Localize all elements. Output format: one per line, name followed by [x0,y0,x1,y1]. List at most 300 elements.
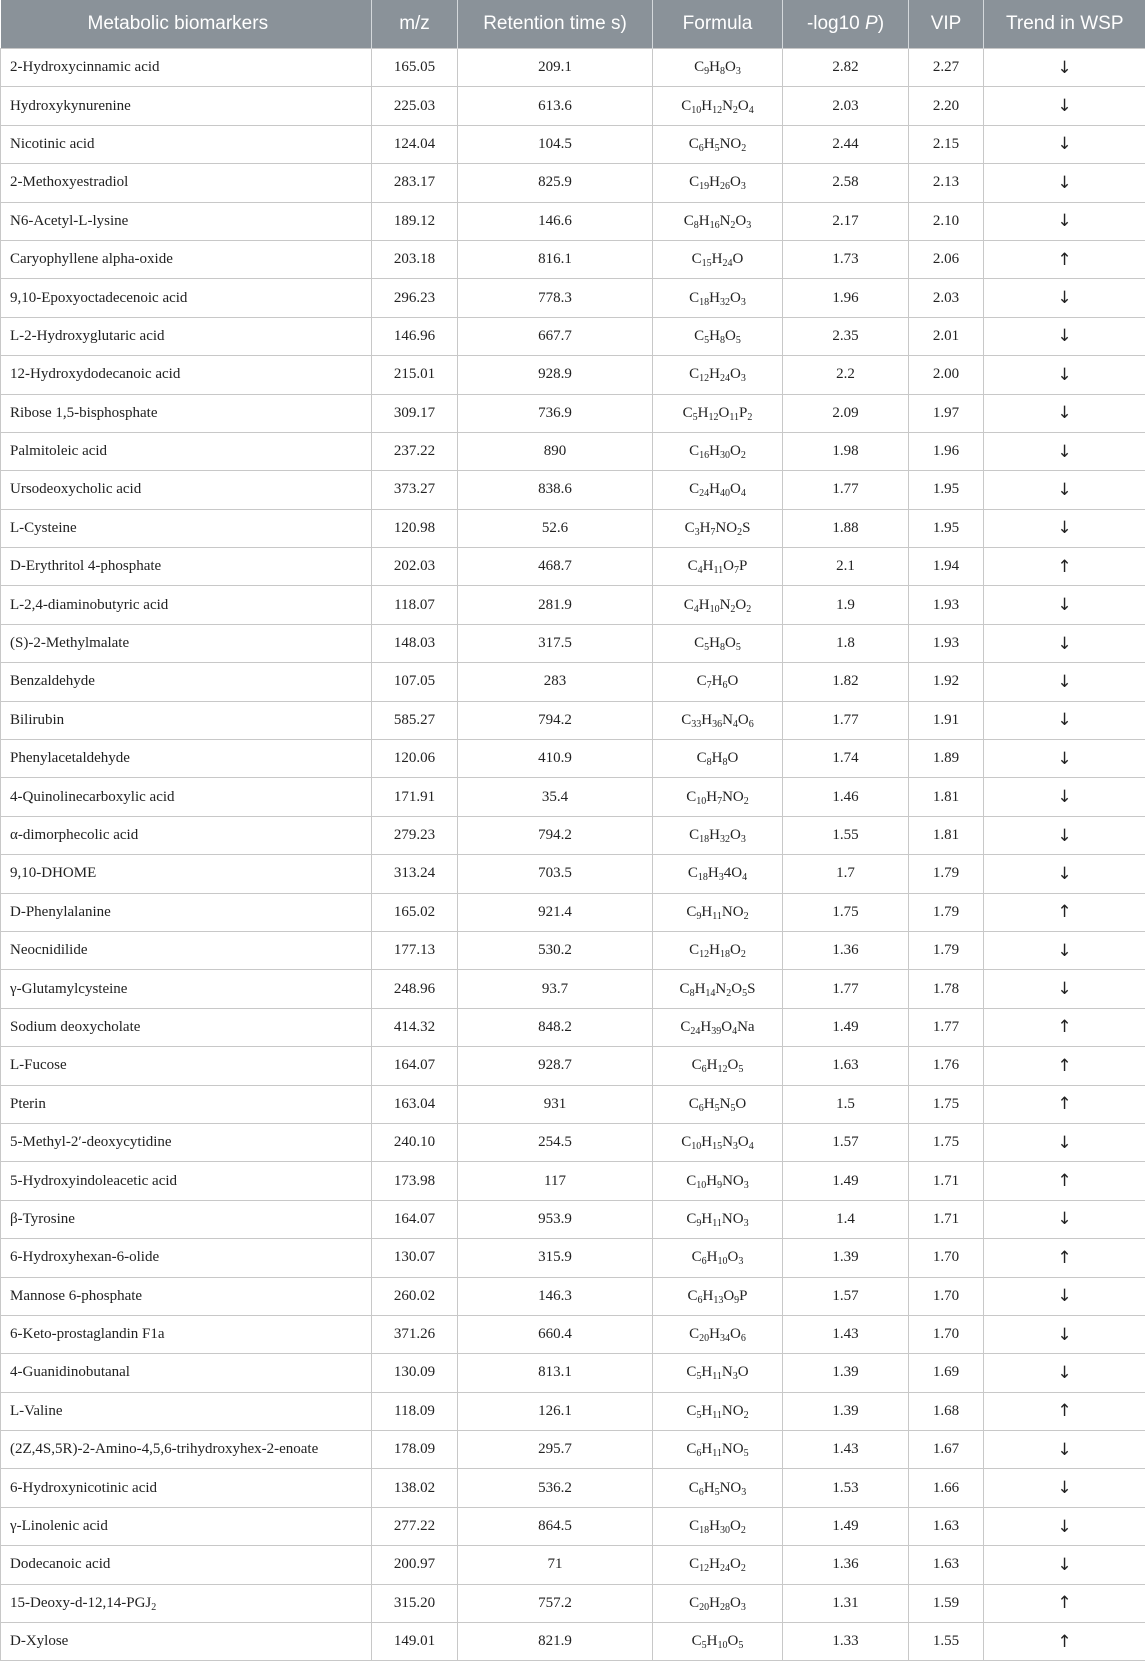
cell-formula: $C_{24}H_{39}O_4Na$ [653,1008,783,1046]
cell-formula: $C_{16}H_{30}O_2$ [653,432,783,470]
col-header-formula: Formula [653,0,783,49]
cell-log10p: 1.33 [783,1623,909,1661]
cell-formula: $C_4H_{11}O_7P$ [653,548,783,586]
cell-retention-time: 283 [458,663,653,701]
cell-log10p: 1.43 [783,1431,909,1469]
cell-metabolite-name: 4-Quinolinecarboxylic acid [1,778,372,816]
cell-mz: 177.13 [372,931,458,969]
cell-retention-time: 315.9 [458,1239,653,1277]
table-row [1,1200,1145,1238]
cell-vip: 2.03 [909,279,984,317]
cell-vip: 1.93 [909,586,984,624]
cell-vip: 2.20 [909,87,984,125]
cell-formula: $C_6H_{10}O_3$ [653,1239,783,1277]
cell-formula: $C_{20}H_{34}O_6$ [653,1315,783,1353]
col-header-retention-time: Retention time s) [458,0,653,49]
cell-retention-time: 953.9 [458,1200,653,1238]
table-row [1,87,1145,125]
cell-metabolite-name: (S)-2-Methylmalate [1,624,372,662]
cell-vip: 1.79 [909,893,984,931]
cell-vip: 1.70 [909,1315,984,1353]
cell-metabolite-name: 6-Keto-prostaglandin F1a [1,1315,372,1353]
cell-trend: ↑ [984,1047,1145,1085]
cell-vip: 2.10 [909,202,984,240]
cell-log10p: 1.7 [783,855,909,893]
cell-mz: 260.02 [372,1277,458,1315]
cell-metabolite-name: L-Fucose [1,1047,372,1085]
cell-vip: 1.67 [909,1431,984,1469]
cell-trend: ↓ [984,1315,1145,1353]
cell-trend: ↓ [984,509,1145,547]
cell-log10p: 2.58 [783,164,909,202]
cell-log10p: 1.74 [783,740,909,778]
table-body [1,49,1145,1661]
cell-metabolite-name: (2Z,4S,5R)-2-Amino-4,5,6-trihydroxyhex-2-enoate [1,1431,372,1469]
cell-log10p: 1.73 [783,240,909,278]
table-row [1,1085,1145,1123]
cell-metabolite-name: $15-Deoxy-d-12,14-PGJ_2$ [1,1584,372,1622]
cell-vip: 1.77 [909,1008,984,1046]
cell-mz: 171.91 [372,778,458,816]
cell-vip: 1.75 [909,1123,984,1161]
cell-metabolite-name: Ursodeoxycholic acid [1,471,372,509]
cell-formula: $C_5H_8O_5$ [653,317,783,355]
cell-log10p: 1.82 [783,663,909,701]
cell-log10p: 1.39 [783,1239,909,1277]
cell-vip: 1.63 [909,1546,984,1584]
cell-retention-time: 813.1 [458,1354,653,1392]
cell-vip: 1.79 [909,855,984,893]
table-row [1,970,1145,1008]
cell-mz: 371.26 [372,1315,458,1353]
cell-formula: $C_{10}H_9NO_3$ [653,1162,783,1200]
cell-metabolite-name: Pterin [1,1085,372,1123]
cell-metabolite-name: D-Phenylalanine [1,893,372,931]
cell-formula: $C_{12}H_{24}O_2$ [653,1546,783,1584]
col-header-vip: VIP [909,0,984,49]
cell-trend: ↑ [984,1392,1145,1430]
cell-retention-time: 410.9 [458,740,653,778]
cell-vip: 1.76 [909,1047,984,1085]
table-row [1,317,1145,355]
table-row [1,1315,1145,1353]
col-header-metabolic-biomarkers: Metabolic biomarkers [1,0,372,49]
cell-metabolite-name: 5-Hydroxyindoleacetic acid [1,1162,372,1200]
cell-mz: 120.06 [372,740,458,778]
cell-log10p: 1.8 [783,624,909,662]
cell-mz: 164.07 [372,1200,458,1238]
cell-formula: $C_{15}H_{24}O$ [653,240,783,278]
cell-formula: $C_8H_{16}N_2O_3$ [653,202,783,240]
cell-metabolite-name: Palmitoleic acid [1,432,372,470]
table-row [1,1162,1145,1200]
cell-vip: 1.59 [909,1584,984,1622]
cell-vip: 1.75 [909,1085,984,1123]
cell-formula: $C_5H_{11}N_3O$ [653,1354,783,1392]
cell-mz: 120.98 [372,509,458,547]
cell-trend: ↑ [984,548,1145,586]
cell-trend: ↓ [984,816,1145,854]
table-row [1,509,1145,547]
cell-trend: ↓ [984,471,1145,509]
cell-metabolite-name: Sodium deoxycholate [1,1008,372,1046]
table-row [1,740,1145,778]
cell-vip: 1.68 [909,1392,984,1430]
cell-retention-time: 757.2 [458,1584,653,1622]
cell-retention-time: 468.7 [458,548,653,586]
table-row [1,1584,1145,1622]
cell-retention-time: 816.1 [458,240,653,278]
table-row [1,432,1145,470]
cell-formula: $C_6H_{13}O_9P$ [653,1277,783,1315]
cell-trend: ↑ [984,1008,1145,1046]
cell-trend: ↓ [984,1354,1145,1392]
cell-formula: $C_5H_{10}O_5$ [653,1623,783,1661]
cell-mz: 118.09 [372,1392,458,1430]
cell-retention-time: 104.5 [458,125,653,163]
table-row [1,1507,1145,1545]
cell-retention-time: 52.6 [458,509,653,547]
cell-retention-time: 209.1 [458,49,653,87]
cell-mz: 237.22 [372,432,458,470]
cell-log10p: 1.49 [783,1507,909,1545]
cell-vip: 2.01 [909,317,984,355]
cell-formula: $C_6H_5N_5O$ [653,1085,783,1123]
cell-trend: ↓ [984,1200,1145,1238]
cell-trend: ↓ [984,1507,1145,1545]
table-row [1,1123,1145,1161]
cell-log10p: 2.09 [783,394,909,432]
table-row [1,1008,1145,1046]
cell-retention-time: 838.6 [458,471,653,509]
cell-mz: 165.05 [372,49,458,87]
cell-trend: ↓ [984,164,1145,202]
cell-retention-time: 613.6 [458,87,653,125]
table-row [1,816,1145,854]
cell-log10p: 1.88 [783,509,909,547]
cell-log10p: 1.57 [783,1123,909,1161]
col-header-log10p [783,0,909,49]
cell-trend: ↓ [984,740,1145,778]
cell-vip: 2.06 [909,240,984,278]
cell-metabolite-name: 12-Hydroxydodecanoic acid [1,356,372,394]
cell-metabolite-name: Neocnidilide [1,931,372,969]
cell-retention-time: 794.2 [458,701,653,739]
cell-trend: ↓ [984,586,1145,624]
cell-mz: 164.07 [372,1047,458,1085]
cell-trend: ↓ [984,87,1145,125]
cell-log10p: 1.55 [783,816,909,854]
cell-metabolite-name: Caryophyllene alpha-oxide [1,240,372,278]
cell-trend: ↑ [984,1085,1145,1123]
cell-formula: $C_{10}H_{12}N_2O_4$ [653,87,783,125]
cell-formula: $C_{20}H_{28}O_3$ [653,1584,783,1622]
cell-trend: ↓ [984,356,1145,394]
cell-formula: $C_9H_{11}NO_2$ [653,893,783,931]
cell-retention-time: 736.9 [458,394,653,432]
cell-trend: ↓ [984,125,1145,163]
cell-metabolite-name: Nicotinic acid [1,125,372,163]
cell-log10p: 1.36 [783,1546,909,1584]
cell-trend: ↓ [984,1469,1145,1507]
cell-metabolite-name: 2-Methoxyestradiol [1,164,372,202]
cell-mz: 200.97 [372,1546,458,1584]
table-row [1,1277,1145,1315]
table-row [1,548,1145,586]
cell-vip: 1.97 [909,394,984,432]
cell-metabolite-name: N6-Acetyl-L-lysine [1,202,372,240]
cell-vip: 1.81 [909,816,984,854]
cell-log10p: 1.5 [783,1085,909,1123]
cell-log10p: 1.49 [783,1162,909,1200]
table-row [1,1047,1145,1085]
cell-trend: ↑ [984,1239,1145,1277]
cell-vip: 2.00 [909,356,984,394]
cell-retention-time: 126.1 [458,1392,653,1430]
cell-trend: ↓ [984,394,1145,432]
cell-retention-time: 530.2 [458,931,653,969]
cell-log10p: 1.98 [783,432,909,470]
table-row [1,394,1145,432]
cell-mz: 146.96 [372,317,458,355]
cell-formula: $C_{10}H_7NO_2$ [653,778,783,816]
cell-trend: ↓ [984,1431,1145,1469]
cell-mz: 283.17 [372,164,458,202]
table-row [1,931,1145,969]
table-row [1,1239,1145,1277]
cell-formula: $C_8H_{14}N_2O_5S$ [653,970,783,1008]
cell-formula: $C_3H_7NO_2S$ [653,509,783,547]
cell-trend: ↓ [984,49,1145,87]
cell-mz: 215.01 [372,356,458,394]
cell-log10p: 2.2 [783,356,909,394]
cell-formula: $C_7H_6O$ [653,663,783,701]
cell-trend: ↓ [984,317,1145,355]
cell-formula: $C_{33}H_{36}N_4O_6$ [653,701,783,739]
table-row [1,49,1145,87]
cell-retention-time: 295.7 [458,1431,653,1469]
cell-metabolite-name: γ-Linolenic acid [1,1507,372,1545]
cell-metabolite-name: γ-Glutamylcysteine [1,970,372,1008]
cell-vip: 2.15 [909,125,984,163]
cell-retention-time: 703.5 [458,855,653,893]
table-row [1,701,1145,739]
cell-log10p: 1.46 [783,778,909,816]
cell-metabolite-name: Hydroxykynurenine [1,87,372,125]
cell-metabolite-name: 9,10-Epoxyoctadecenoic acid [1,279,372,317]
cell-mz: 189.12 [372,202,458,240]
cell-mz: 373.27 [372,471,458,509]
cell-mz: 309.17 [372,394,458,432]
cell-vip: 2.27 [909,49,984,87]
cell-vip: 1.96 [909,432,984,470]
table-row [1,202,1145,240]
cell-vip: 2.13 [909,164,984,202]
cell-formula: $C_4H_{10}N_2O_2$ [653,586,783,624]
cell-trend: ↓ [984,202,1145,240]
table-row [1,855,1145,893]
cell-log10p: 2.1 [783,548,909,586]
cell-vip: 1.63 [909,1507,984,1545]
cell-metabolite-name: L-2-Hydroxyglutaric acid [1,317,372,355]
cell-trend: ↓ [984,931,1145,969]
cell-vip: 1.66 [909,1469,984,1507]
cell-metabolite-name: Bilirubin [1,701,372,739]
cell-mz: 173.98 [372,1162,458,1200]
cell-retention-time: 825.9 [458,164,653,202]
cell-trend: ↓ [984,970,1145,1008]
cell-log10p: 1.96 [783,279,909,317]
cell-mz: 202.03 [372,548,458,586]
cell-mz: 149.01 [372,1623,458,1661]
cell-metabolite-name: 9,10-DHOME [1,855,372,893]
cell-retention-time: 890 [458,432,653,470]
log10p-p-symbol: P [865,13,878,34]
col-header-trend: Trend in WSP [984,0,1145,49]
cell-mz: 148.03 [372,624,458,662]
cell-retention-time: 93.7 [458,970,653,1008]
cell-log10p: 1.39 [783,1392,909,1430]
cell-log10p: 1.36 [783,931,909,969]
col-header-mz: m/z [372,0,458,49]
cell-retention-time: 660.4 [458,1315,653,1353]
cell-retention-time: 317.5 [458,624,653,662]
cell-metabolite-name: 5-Methyl-2′-deoxycytidine [1,1123,372,1161]
cell-trend: ↓ [984,624,1145,662]
cell-vip: 1.95 [909,471,984,509]
cell-mz: 277.22 [372,1507,458,1545]
cell-trend: ↓ [984,663,1145,701]
cell-formula: $C_6H_5NO_3$ [653,1469,783,1507]
log10p-suffix: ) [877,13,885,34]
cell-retention-time: 931 [458,1085,653,1123]
cell-metabolite-name: Benzaldehyde [1,663,372,701]
cell-mz: 163.04 [372,1085,458,1123]
cell-log10p: 2.82 [783,49,909,87]
cell-formula: $C_{18}H_{32}O_3$ [653,279,783,317]
cell-metabolite-name: D-Xylose [1,1623,372,1661]
cell-mz: 313.24 [372,855,458,893]
cell-retention-time: 928.9 [458,356,653,394]
cell-mz: 585.27 [372,701,458,739]
cell-mz: 296.23 [372,279,458,317]
table-row [1,471,1145,509]
cell-trend: ↓ [984,701,1145,739]
cell-metabolite-name: α-dimorphecolic acid [1,816,372,854]
cell-retention-time: 146.6 [458,202,653,240]
cell-vip: 1.79 [909,931,984,969]
cell-formula: $C_{12}H_{24}O_3$ [653,356,783,394]
cell-formula: $C_9H_8O_3$ [653,49,783,87]
cell-formula: $C_6H_5NO_2$ [653,125,783,163]
cell-vip: 1.70 [909,1239,984,1277]
cell-formula: $C_{18}H_{30}O_2$ [653,1507,783,1545]
table-row [1,1354,1145,1392]
cell-metabolite-name: Dodecanoic acid [1,1546,372,1584]
cell-trend: ↓ [984,279,1145,317]
cell-formula: $C_{19}H_{26}O_3$ [653,164,783,202]
table-row [1,1546,1145,1584]
table-row [1,164,1145,202]
cell-formula: $C_{12}H_{18}O_2$ [653,931,783,969]
cell-retention-time: 848.2 [458,1008,653,1046]
cell-formula: $C_6H_{12}O_5$ [653,1047,783,1085]
cell-retention-time: 536.2 [458,1469,653,1507]
cell-metabolite-name: Phenylacetaldehyde [1,740,372,778]
cell-vip: 1.92 [909,663,984,701]
cell-metabolite-name: 6-Hydroxynicotinic acid [1,1469,372,1507]
cell-mz: 118.07 [372,586,458,624]
cell-mz: 225.03 [372,87,458,125]
cell-mz: 315.20 [372,1584,458,1622]
cell-trend: ↓ [984,855,1145,893]
cell-trend: ↓ [984,778,1145,816]
cell-vip: 1.89 [909,740,984,778]
table-row [1,586,1145,624]
cell-mz: 414.32 [372,1008,458,1046]
cell-mz: 240.10 [372,1123,458,1161]
cell-mz: 165.02 [372,893,458,931]
cell-metabolite-name: Mannose 6-phosphate [1,1277,372,1315]
cell-mz: 124.04 [372,125,458,163]
cell-metabolite-name: L-2,4-diaminobutyric acid [1,586,372,624]
cell-metabolite-name: Ribose 1,5-bisphosphate [1,394,372,432]
cell-retention-time: 921.4 [458,893,653,931]
cell-vip: 1.95 [909,509,984,547]
table-row [1,356,1145,394]
table-row [1,1431,1145,1469]
cell-trend: ↓ [984,432,1145,470]
cell-formula: $C_5H_{12}O_{11}P_2$ [653,394,783,432]
cell-mz: 248.96 [372,970,458,1008]
cell-trend: ↑ [984,1623,1145,1661]
cell-vip: 1.81 [909,778,984,816]
cell-retention-time: 864.5 [458,1507,653,1545]
cell-log10p: 1.39 [783,1354,909,1392]
header-row [1,0,1145,49]
cell-log10p: 1.77 [783,471,909,509]
cell-log10p: 1.57 [783,1277,909,1315]
cell-formula: $C_{24}H_{40}O_4$ [653,471,783,509]
cell-log10p: 1.31 [783,1584,909,1622]
cell-vip: 1.69 [909,1354,984,1392]
table-row [1,663,1145,701]
cell-formula: $C_5H_{11}NO_2$ [653,1392,783,1430]
cell-mz: 130.09 [372,1354,458,1392]
cell-retention-time: 778.3 [458,279,653,317]
cell-vip: 1.70 [909,1277,984,1315]
cell-retention-time: 71 [458,1546,653,1584]
cell-trend: ↑ [984,1162,1145,1200]
table-row [1,778,1145,816]
table-row [1,240,1145,278]
cell-mz: 138.02 [372,1469,458,1507]
cell-metabolite-name: β-Tyrosine [1,1200,372,1238]
table-row [1,893,1145,931]
cell-trend: ↑ [984,240,1145,278]
cell-vip: 1.71 [909,1162,984,1200]
cell-retention-time: 928.7 [458,1047,653,1085]
cell-log10p: 1.9 [783,586,909,624]
cell-trend: ↓ [984,1123,1145,1161]
cell-log10p: 1.77 [783,701,909,739]
cell-vip: 1.71 [909,1200,984,1238]
cell-metabolite-name: 2-Hydroxycinnamic acid [1,49,372,87]
cell-log10p: 2.03 [783,87,909,125]
cell-mz: 279.23 [372,816,458,854]
cell-formula: $C_9H_{11}NO_3$ [653,1200,783,1238]
table-row [1,1469,1145,1507]
